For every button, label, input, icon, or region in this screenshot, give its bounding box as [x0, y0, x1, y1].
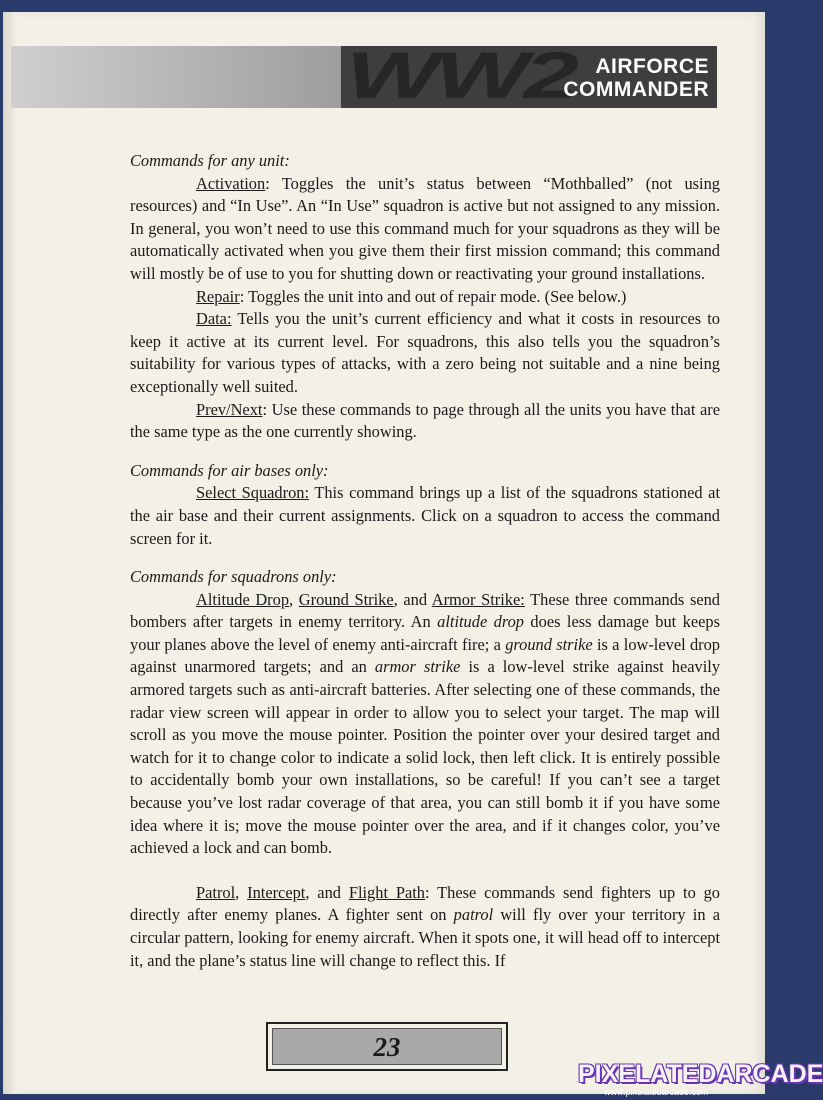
- heading-air-bases: Commands for air bases only:: [130, 460, 329, 480]
- para-data: Data: Tells you the unit’s current efficiency and what it costs in resources to keep it active at its current level. For squadrons, this also tells you the squadron’s suitability for various types of attacks, with a zero being not suitable and a nine being exceptionally well suited.: [130, 309, 720, 396]
- term-armor-strike: Armor Strike:: [431, 589, 525, 609]
- watermark-url: www.pixelatedarcade.com: [604, 1087, 709, 1097]
- heading-squadrons: Commands for squadrons only:: [130, 567, 337, 587]
- term-altitude-drop: Altitude Drop: [196, 589, 290, 609]
- logo-subtitle: [559, 55, 709, 101]
- para-repair: Repair: Toggles the unit into and out of repair mode. (See below.): [196, 286, 627, 306]
- manual-page: [3, 12, 765, 1094]
- term-repair: Repair: [196, 286, 240, 306]
- heading-any-unit: Commands for any unit:: [130, 151, 290, 170]
- term-activation: Activation: [196, 173, 266, 193]
- spacer: [130, 860, 720, 882]
- para-strikes: Altitude Drop, Ground Strike, and Armor Strike: These three commands send bombers after targets in enemy territory. An altitude drop does less damage but keeps your planes above the level of enemy anti-aircraft fire; a ground strike is a low-level drop against unarmored targets; and an armor strike is a low-level strike against heavily armored targets such as anti-aircraft batteries. After selecting one of these commands, the radar view screen will appear in order to allow you to select your target. The map will scroll as you move the mouse pointer. Position the pointer over your desired target and watch for it to change color to indicate a solid lock, then left click. It is entirely possible to accidentally bomb your own installations, so be careful! If you can’t see a target because you’ve lost radar coverage of that area, you can still bomb it if you have some idea where it is; move the mouse pointer over the area, and if it changes color, you’ve achieved a lock and can bomb.: [130, 589, 721, 858]
- page-number-box: [266, 1022, 508, 1071]
- spacer: [130, 444, 720, 460]
- watermark-logo: PIXELATEDARCADE: [578, 1060, 823, 1088]
- logo-ww2: WW2: [346, 38, 575, 112]
- page-spine: [3, 12, 17, 1094]
- para-patrol: Patrol, Intercept, and Flight Path: These commands send fighters up to go directly after enemy planes. A fighter sent on patrol will fly over your territory in a circular pattern, looking for enemy aircraft. When it spots one, it will head off to intercept it, and the plane’s status line will change to reflect this. If: [130, 882, 721, 970]
- term-patrol: Patrol: [196, 882, 236, 902]
- spacer: [130, 550, 720, 566]
- para-prevnext: Prev/Next: Use these commands to page through all the units you have that are the same type as the one currently showing.: [130, 399, 720, 442]
- para-select-squadron: Select Squadron: This command brings up a list of the squadrons stationed at the air base and their current assignments. Click on a squadron to access the command screen for it.: [130, 483, 721, 548]
- logo-line-commander: COMMANDER: [563, 78, 709, 101]
- term-ground-strike: Ground Strike: [298, 589, 394, 609]
- term-select-squadron: Select Squadron:: [196, 483, 310, 503]
- logo-line-airforce: AIRFORCE: [595, 55, 709, 78]
- term-prevnext: Prev/Next: [196, 399, 263, 419]
- page-body: [130, 150, 720, 972]
- para-activation: Activation: Toggles the unit’s status between “Mothballed” (not using resources) and “In Use”. An “In Use” squadron is active but not assigned to any mission. In general, you won’t need to use this command much for your squadrons as they will be automatically activated when you give them their first mission command; this command will mostly be of use to you for shutting down or reactivating your ground installations.: [130, 173, 720, 283]
- term-flight-path: Flight Path: [348, 882, 425, 902]
- term-data: Data:: [196, 309, 232, 329]
- term-intercept: Intercept: [247, 882, 306, 902]
- page-number: 23: [272, 1028, 502, 1065]
